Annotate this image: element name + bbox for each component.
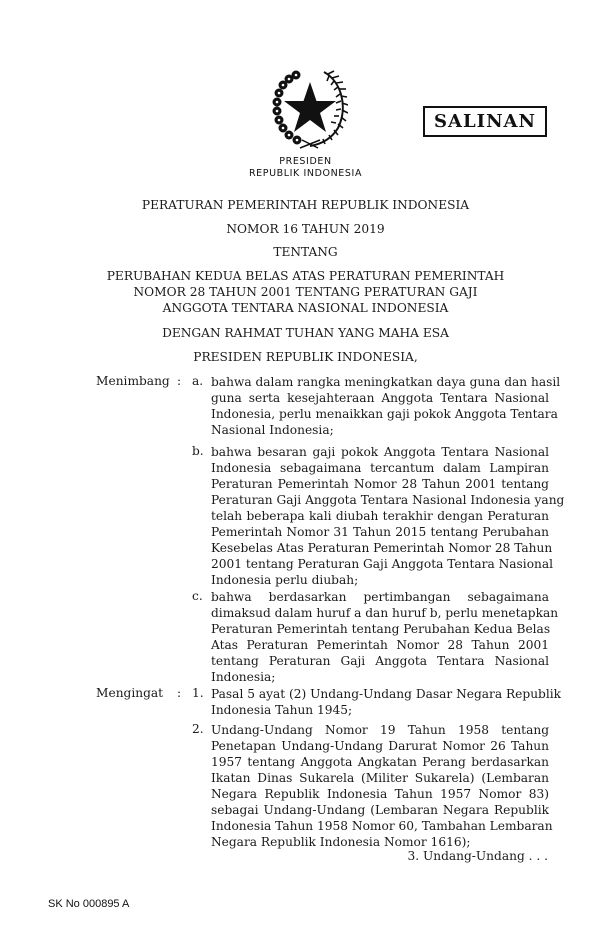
text-line: Pasal 5 ayat (2) Undang-Undang Dasar Negara Republik xyxy=(211,687,562,701)
mengingat-label: Mengingat xyxy=(96,686,164,700)
text-line: Penetapan Undang-Undang Darurat Nomor 26 Tahun xyxy=(211,739,549,753)
text-line: sebagai Undang-Undang (Lembaran Negara Republik xyxy=(211,803,549,817)
salinan-stamp: SALINAN xyxy=(423,106,547,137)
text-line: tentang Peraturan Gaji Anggota Tentara Nasional xyxy=(211,654,549,668)
authority-line: PRESIDEN REPUBLIK INDONESIA, xyxy=(193,350,418,364)
text-line: Atas Peraturan Pemerintah Nomor 28 Tahun 2001 xyxy=(211,638,549,652)
invocation: DENGAN RAHMAT TUHAN YANG MAHA ESA xyxy=(162,326,449,340)
text-line: Indonesia, perlu menaikkan gaji pokok Anggota Tentara xyxy=(211,407,558,421)
text-line: dimaksud dalam huruf a dan huruf b, perlu menetapkan xyxy=(211,606,559,620)
text-line: Indonesia sebagaimana tercantum dalam Lampiran xyxy=(211,461,549,475)
text-line: Negara Republik Indonesia Nomor 1616); xyxy=(211,835,471,849)
text-line: Nasional Indonesia; xyxy=(211,423,334,437)
text-line: Undang-Undang Nomor 19 Tahun 1958 tentang xyxy=(211,723,549,737)
text-line: Peraturan Gaji Anggota Tentara Nasional Indonesia yang xyxy=(211,493,565,507)
menimbang-colon: : xyxy=(177,374,182,388)
page-continuation-reference: 3. Undang-Undang . . . xyxy=(407,849,548,863)
consideration-b xyxy=(211,444,565,588)
text-line: Indonesia Tahun 1958 Nomor 60, Tambahan Lembaran xyxy=(211,819,553,833)
text-line: bahwa besaran gaji pokok Anggota Tentara Nasional xyxy=(211,445,549,459)
text-line: telah beberapa kali diubah terakhir dengan Peraturan xyxy=(211,509,549,523)
item-marker-1: 1. xyxy=(192,686,204,700)
subject-line-3: ANGGOTA TENTARA NASIONAL INDONESIA xyxy=(162,301,449,315)
text-line: Negara Republik Indonesia Tahun 1957 Nomor 83) xyxy=(211,787,549,801)
issuer-line-1: PRESIDEN xyxy=(279,156,332,167)
serial-number: SK No 000895 A xyxy=(48,898,130,910)
consideration-a xyxy=(211,374,561,438)
menimbang-label: Menimbang xyxy=(96,374,170,388)
item-marker-2: 2. xyxy=(192,722,204,736)
mengingat-colon: : xyxy=(177,686,182,700)
text-line: 2001 tentang Peraturan Gaji Anggota Tentara Nasional xyxy=(211,557,554,571)
item-marker-c: c. xyxy=(192,589,203,603)
text-line: Indonesia; xyxy=(211,670,276,684)
text-line: bahwa dalam rangka meningkatkan daya guna dan hasil xyxy=(211,375,561,389)
issuer-line-2: REPUBLIK INDONESIA xyxy=(248,168,363,179)
tentang-heading: TENTANG xyxy=(273,245,338,259)
subject-line-1: PERUBAHAN KEDUA BELAS ATAS PERATURAN PEMERINTAH xyxy=(106,269,505,283)
text-line: Kesebelas Atas Peraturan Pemerintah Nomor 28 Tahun xyxy=(211,541,553,555)
text-line: Peraturan Pemerintah Nomor 28 Tahun 2001 tentang xyxy=(211,477,549,491)
item-marker-b: b. xyxy=(192,444,204,458)
text-line: Peraturan Pemerintah tentang Perubahan Kedua Belas xyxy=(211,622,551,636)
text-line: Pemerintah Nomor 31 Tahun 2015 tentang Perubahan xyxy=(211,525,549,539)
subject-line-2: NOMOR 28 TAHUN 2001 TENTANG PERATURAN GAJI xyxy=(133,285,478,299)
legal-basis-1 xyxy=(211,686,562,718)
text-line: guna serta kesejahteraan Anggota Tentara Nasional xyxy=(211,391,549,405)
text-line: bahwa berdasarkan pertimbangan sebagaimana xyxy=(211,590,549,604)
text-line: 1957 tentang Anggota Angkatan Perang berdasarkan xyxy=(211,755,549,769)
text-line: Indonesia Tahun 1945; xyxy=(211,703,353,717)
state-emblem-icon xyxy=(272,68,348,150)
legal-basis-2 xyxy=(211,722,553,850)
regulation-number: NOMOR 16 TAHUN 2019 xyxy=(226,222,385,236)
text-line: Ikatan Dinas Sukarela (Militer Sukarela) (Lembaran xyxy=(211,771,549,785)
item-marker-a: a. xyxy=(192,374,204,388)
regulation-type-title: PERATURAN PEMERINTAH REPUBLIK INDONESIA xyxy=(141,198,470,212)
consideration-c xyxy=(211,589,559,685)
text-line: Indonesia perlu diubah; xyxy=(211,573,359,587)
